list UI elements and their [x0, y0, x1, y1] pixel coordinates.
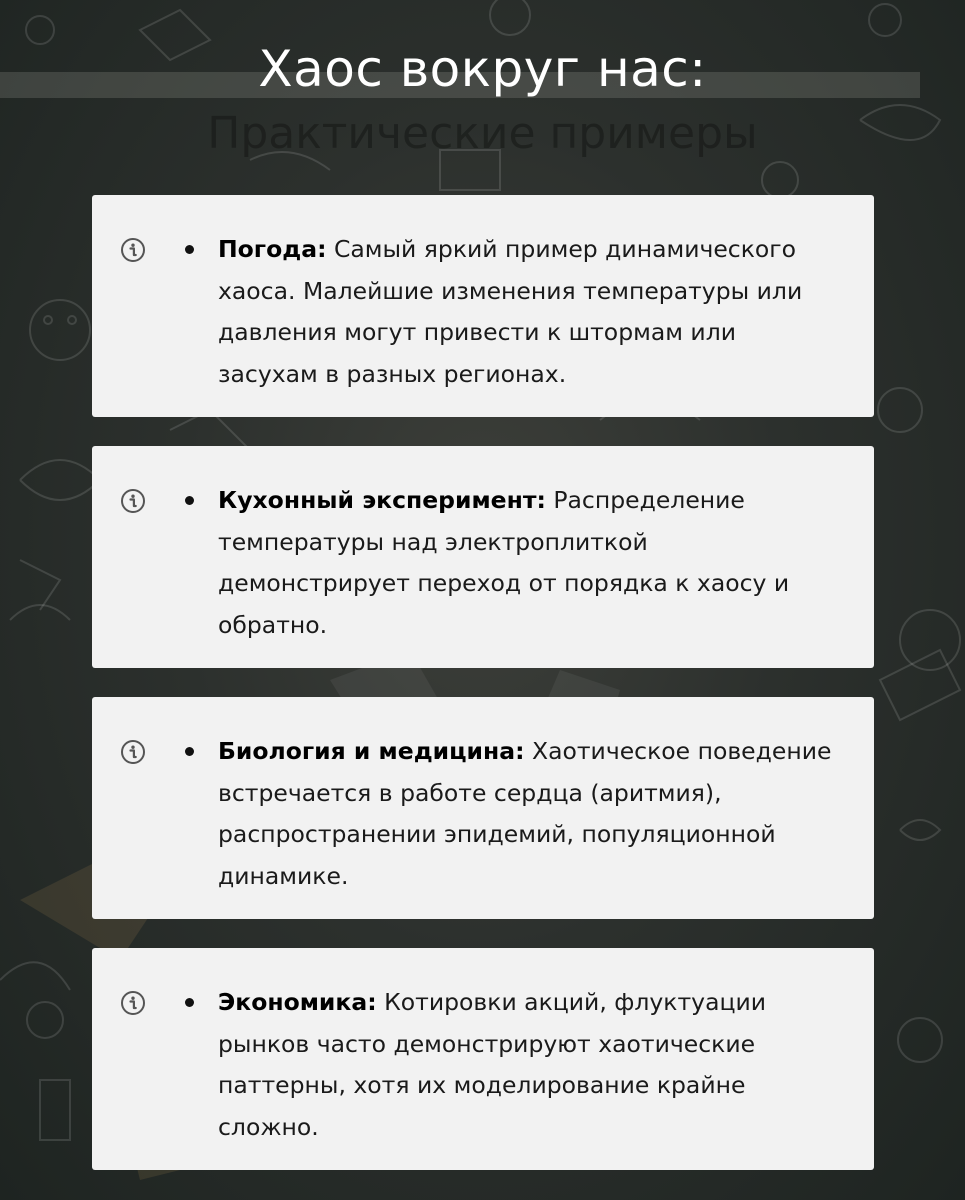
card-body: Распределение температуры над электроплиткой демонстрирует переход от порядка к хаосу и обратно.	[218, 486, 790, 639]
card-heading: Погода:	[218, 235, 327, 263]
card-text	[218, 480, 838, 646]
card-body: Самый яркий пример динамического хаоса. Малейшие изменения температуры или давления могут привести к штормам или засухам в разных регионах.	[218, 235, 803, 388]
card-text	[218, 982, 838, 1148]
bullet-point	[185, 245, 194, 254]
card-heading: Кухонный эксперимент:	[218, 486, 546, 514]
card-weather	[92, 195, 874, 417]
info-icon	[120, 237, 146, 263]
card-body: Котировки акций, флуктуации рынков часто демонстрируют хаотические паттерны, хотя их моделирование крайне сложно.	[218, 988, 767, 1141]
card-kitchen-experiment	[92, 446, 874, 668]
card-heading: Экономика:	[218, 988, 377, 1016]
info-icon	[120, 739, 146, 765]
info-icon	[120, 488, 146, 514]
page-subtitle: Практические примеры	[207, 108, 758, 159]
card-biology-medicine	[92, 697, 874, 919]
card-text	[218, 731, 838, 897]
card-economics	[92, 948, 874, 1170]
card-body: Хаотическое поведение встречается в работе сердца (аритмия), распространении эпидемий, популяционной динамике.	[218, 737, 832, 890]
card-heading: Биология и медицина:	[218, 737, 525, 765]
page-title: Хаос вокруг нас:	[258, 40, 707, 98]
bullet-point	[185, 747, 194, 756]
bullet-point	[185, 496, 194, 505]
info-icon	[120, 990, 146, 1016]
bullet-point	[185, 998, 194, 1007]
card-text	[218, 229, 838, 395]
